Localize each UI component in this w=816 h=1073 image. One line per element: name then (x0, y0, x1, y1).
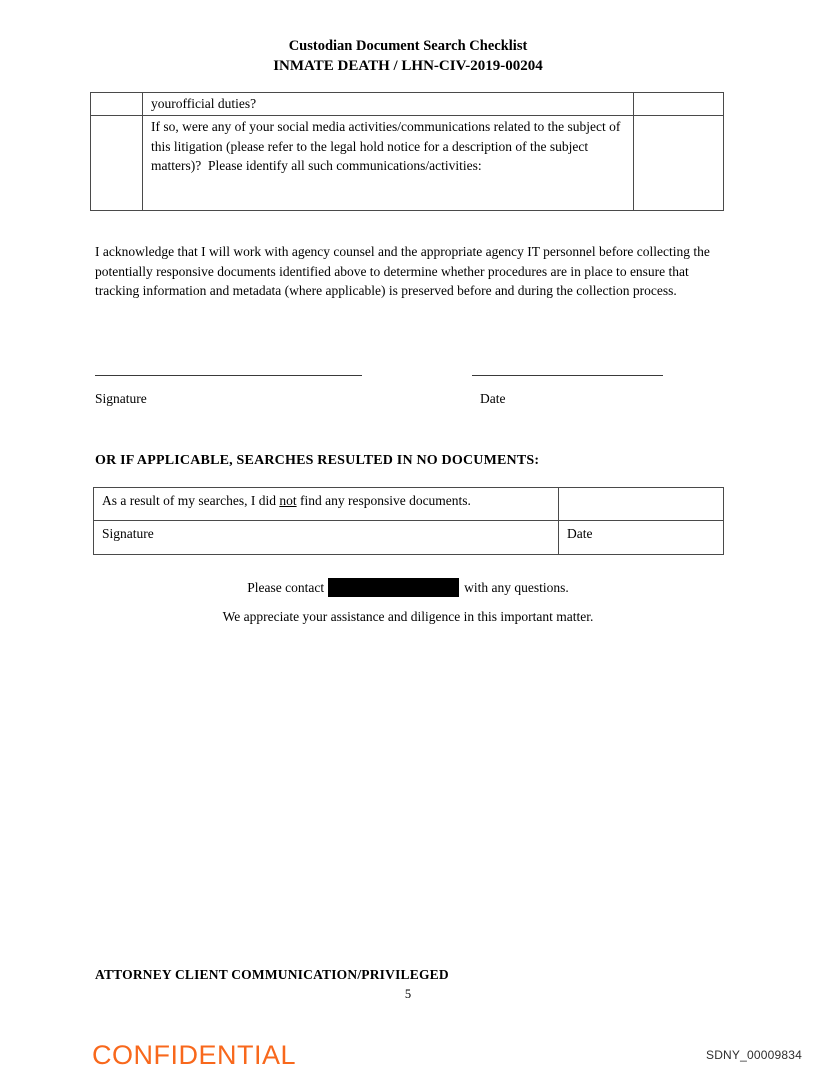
row-number-cell (91, 93, 143, 116)
question-cell: If so, were any of your social media activities/communications related to the subject of this litigation (please refer to the legal hold notice for a description of the subject matters)? Please identify all such communications/activities: (143, 116, 634, 211)
document-header (0, 37, 816, 76)
acknowledgment-paragraph: I acknowledge that I will work with agency counsel and the appropriate agency IT personnel before collecting the potentially responsive documents identified above to determine whether procedures are in place to ensure that tracking information and metadata (where applicable) is preserved before and during the collection process. (95, 244, 710, 298)
bates-number: SDNY_00009834 (705, 1048, 802, 1062)
signature-label: Signature (95, 391, 147, 406)
checklist-table (90, 92, 724, 211)
no-documents-statement (94, 488, 559, 521)
no-documents-heading: OR IF APPLICABLE, SEARCHES RESULTED IN NO DOCUMENTS: (95, 453, 540, 468)
contact-prefix: Please contact (247, 580, 325, 595)
statement-underlined-word: not (279, 493, 297, 508)
page-number: 5 (404, 987, 412, 1001)
contact-line (0, 577, 816, 598)
table-row (94, 488, 724, 521)
closing-line: We appreciate your assistance and diligence in this important matter. (222, 609, 594, 624)
contact-suffix: with any questions. (464, 580, 569, 595)
statement-prefix: As a result of my searches, I did (102, 493, 280, 508)
empty-cell (559, 488, 724, 521)
table-row (94, 521, 724, 555)
case-number: INMATE DEATH / LHN-CIV-2019-00204 (273, 58, 543, 74)
signature-cell: Signature (94, 521, 559, 555)
date-cell: Date (559, 521, 724, 555)
response-cell (634, 116, 724, 211)
table-row (91, 116, 724, 211)
date-label: Date (480, 391, 506, 406)
table-row (91, 93, 724, 116)
row-number-cell (91, 116, 143, 211)
question-cell: yourofficial duties? (143, 93, 634, 116)
redaction-bar (328, 578, 459, 597)
no-documents-table (93, 487, 724, 555)
confidential-stamp: CONFIDENTIAL (92, 1040, 297, 1070)
response-cell (634, 93, 724, 116)
statement-suffix: find any responsive documents. (296, 493, 471, 508)
signature-line (95, 360, 362, 376)
date-line (472, 360, 663, 376)
privilege-notice: ATTORNEY CLIENT COMMUNICATION/PRIVILEGED (95, 967, 449, 982)
document-title: Custodian Document Search Checklist (288, 38, 528, 54)
